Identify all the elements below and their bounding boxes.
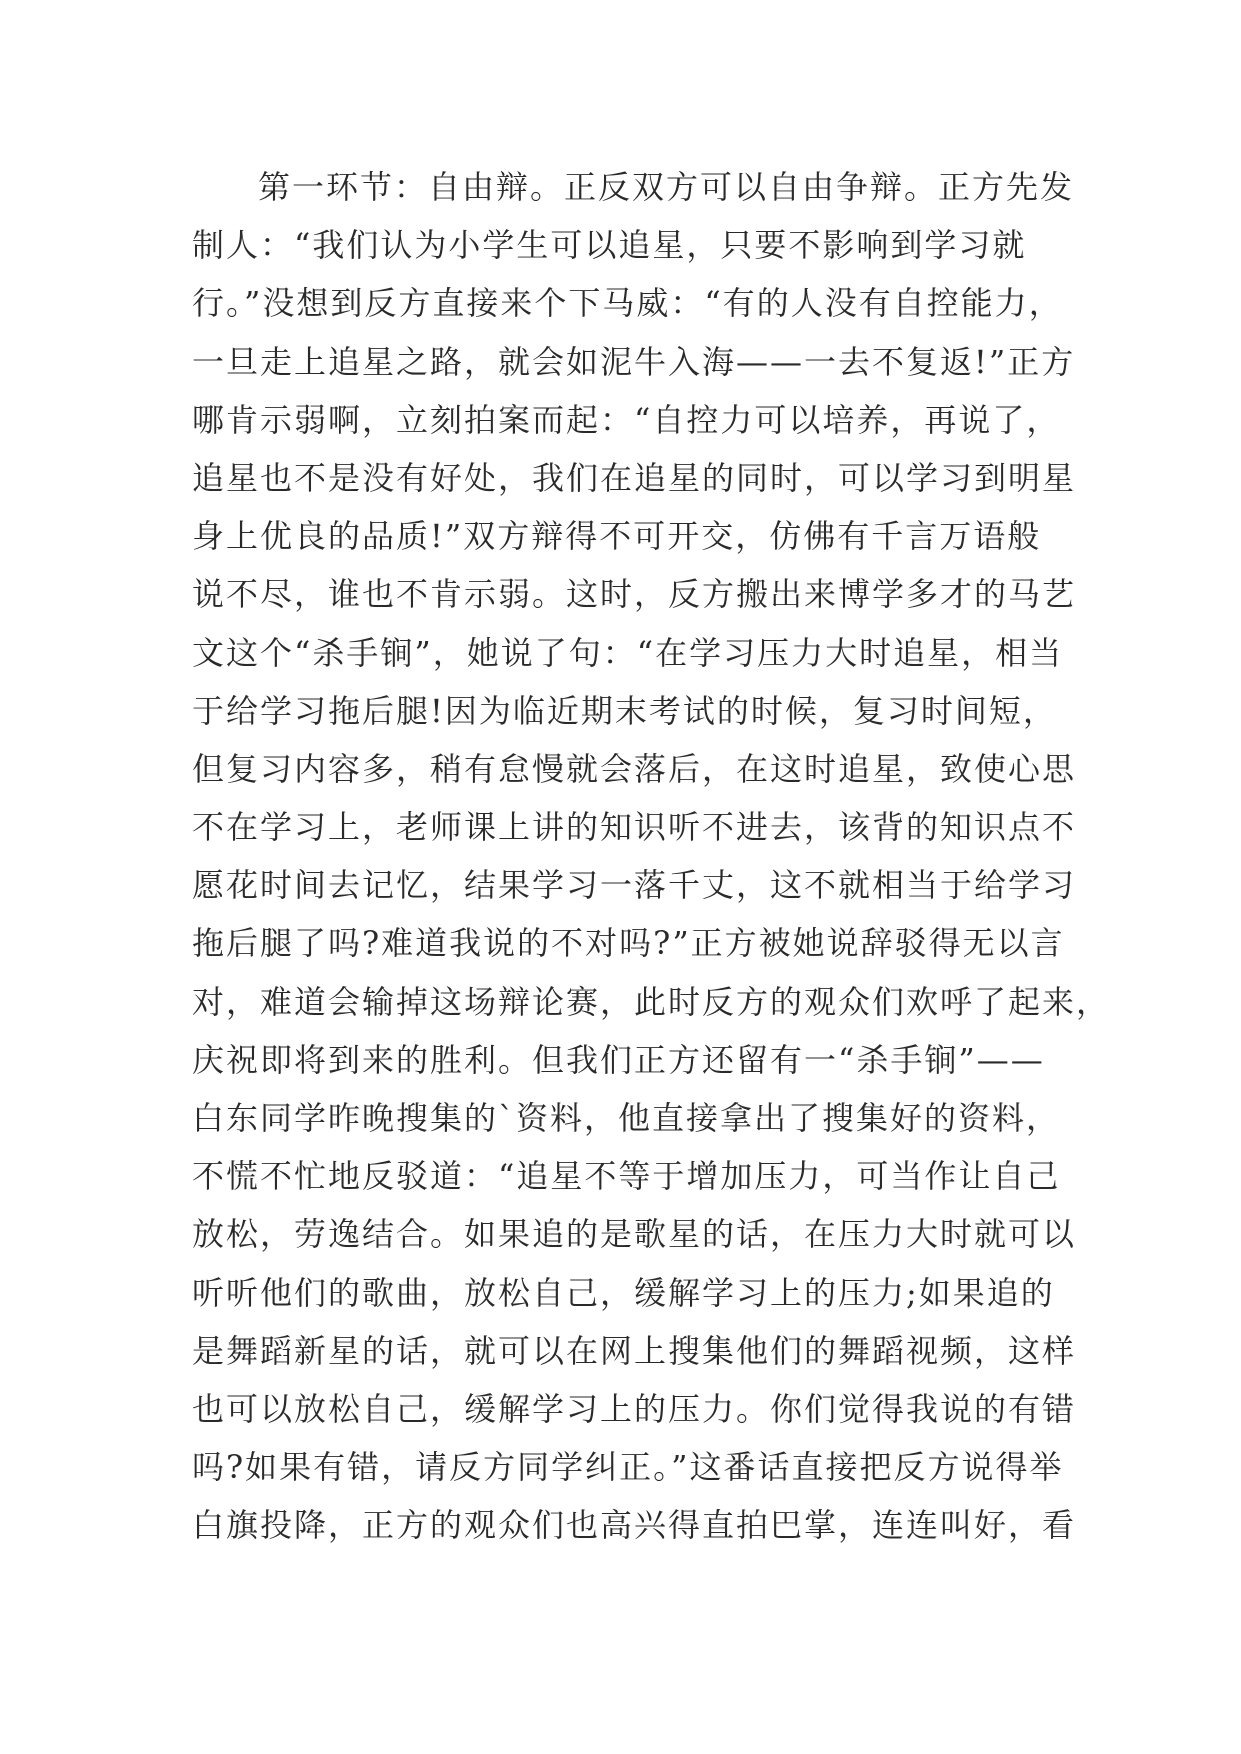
text-line: 对，难道会输掉这场辩论赛，此时反方的观众们欢呼了起来， bbox=[192, 982, 1111, 1021]
text-line: 第一环节：自由辩。正反双方可以自由争辩。正方先发 bbox=[258, 168, 1075, 206]
text-line: 行。”没想到反方直接来个下马威：“有的人没有自控能力， bbox=[192, 284, 1063, 323]
text-line: 是舞蹈新星的话，就可以在网上搜集他们的舞蹈视频，这样 bbox=[192, 1331, 1077, 1370]
text-line: 吗?如果有错，请反方同学纠正。”这番话直接把反方说得举 bbox=[192, 1448, 1064, 1487]
text-line: 放松，劳逸结合。如果追的是歌星的话，在压力大时就可以 bbox=[192, 1215, 1077, 1254]
text-line: 说不尽，谁也不肯示弱。这时，反方搬出来博学多才的马艺 bbox=[192, 575, 1077, 614]
text-line: 庆祝即将到来的胜利。但我们正方还留有一“杀手锏”—— bbox=[192, 1040, 1045, 1079]
text-line: 不在学习上，老师课上讲的知识听不进去，该背的知识点不 bbox=[192, 808, 1077, 847]
text-line: 身上优良的品质!”双方辩得不可开交，仿佛有千言万语般 bbox=[192, 517, 1042, 556]
body-paragraph bbox=[192, 158, 1111, 1555]
text-line: 于给学习拖后腿!因为临近期末考试的时候，复习时间短， bbox=[192, 691, 1057, 730]
text-line: 拖后腿了吗?难道我说的不对吗?”正方被她说辞驳得无以言 bbox=[192, 924, 1065, 963]
text-line: 制人：“我们认为小学生可以追星，只要不影响到学习就 bbox=[192, 226, 1027, 265]
text-line: 白东同学昨晚搜集的`资料，他直接拿出了搜集好的资料， bbox=[192, 1099, 1061, 1137]
text-line: 追星也不是没有好处，我们在追星的同时，可以学习到明星 bbox=[192, 458, 1077, 497]
text-line: 也可以放松自己，缓解学习上的压力。你们觉得我说的有错 bbox=[192, 1389, 1077, 1428]
text-line: 愿花时间去记忆，结果学习一落千丈，这不就相当于给学习 bbox=[192, 866, 1077, 905]
text-line: 听听他们的歌曲，放松自己，缓解学习上的压力;如果追的 bbox=[192, 1273, 1055, 1312]
text-line: 但复习内容多，稍有怠慢就会落后，在这时追星，致使心思 bbox=[192, 749, 1077, 788]
text-line: 一旦走上追星之路，就会如泥牛入海——一去不复返!”正方 bbox=[192, 342, 1076, 381]
text-line: 文这个“杀手锏”，她说了句：“在学习压力大时追星，相当 bbox=[192, 633, 1064, 672]
text-line: 白旗投降，正方的观众们也高兴得直拍巴掌，连连叫好，看 bbox=[192, 1506, 1077, 1545]
text-line: 不慌不忙地反驳道：“追星不等于增加压力，可当作让自己 bbox=[192, 1157, 1061, 1196]
text-line: 哪肯示弱啊，立刻拍案而起：“自控力可以培养，再说了， bbox=[192, 400, 1061, 439]
